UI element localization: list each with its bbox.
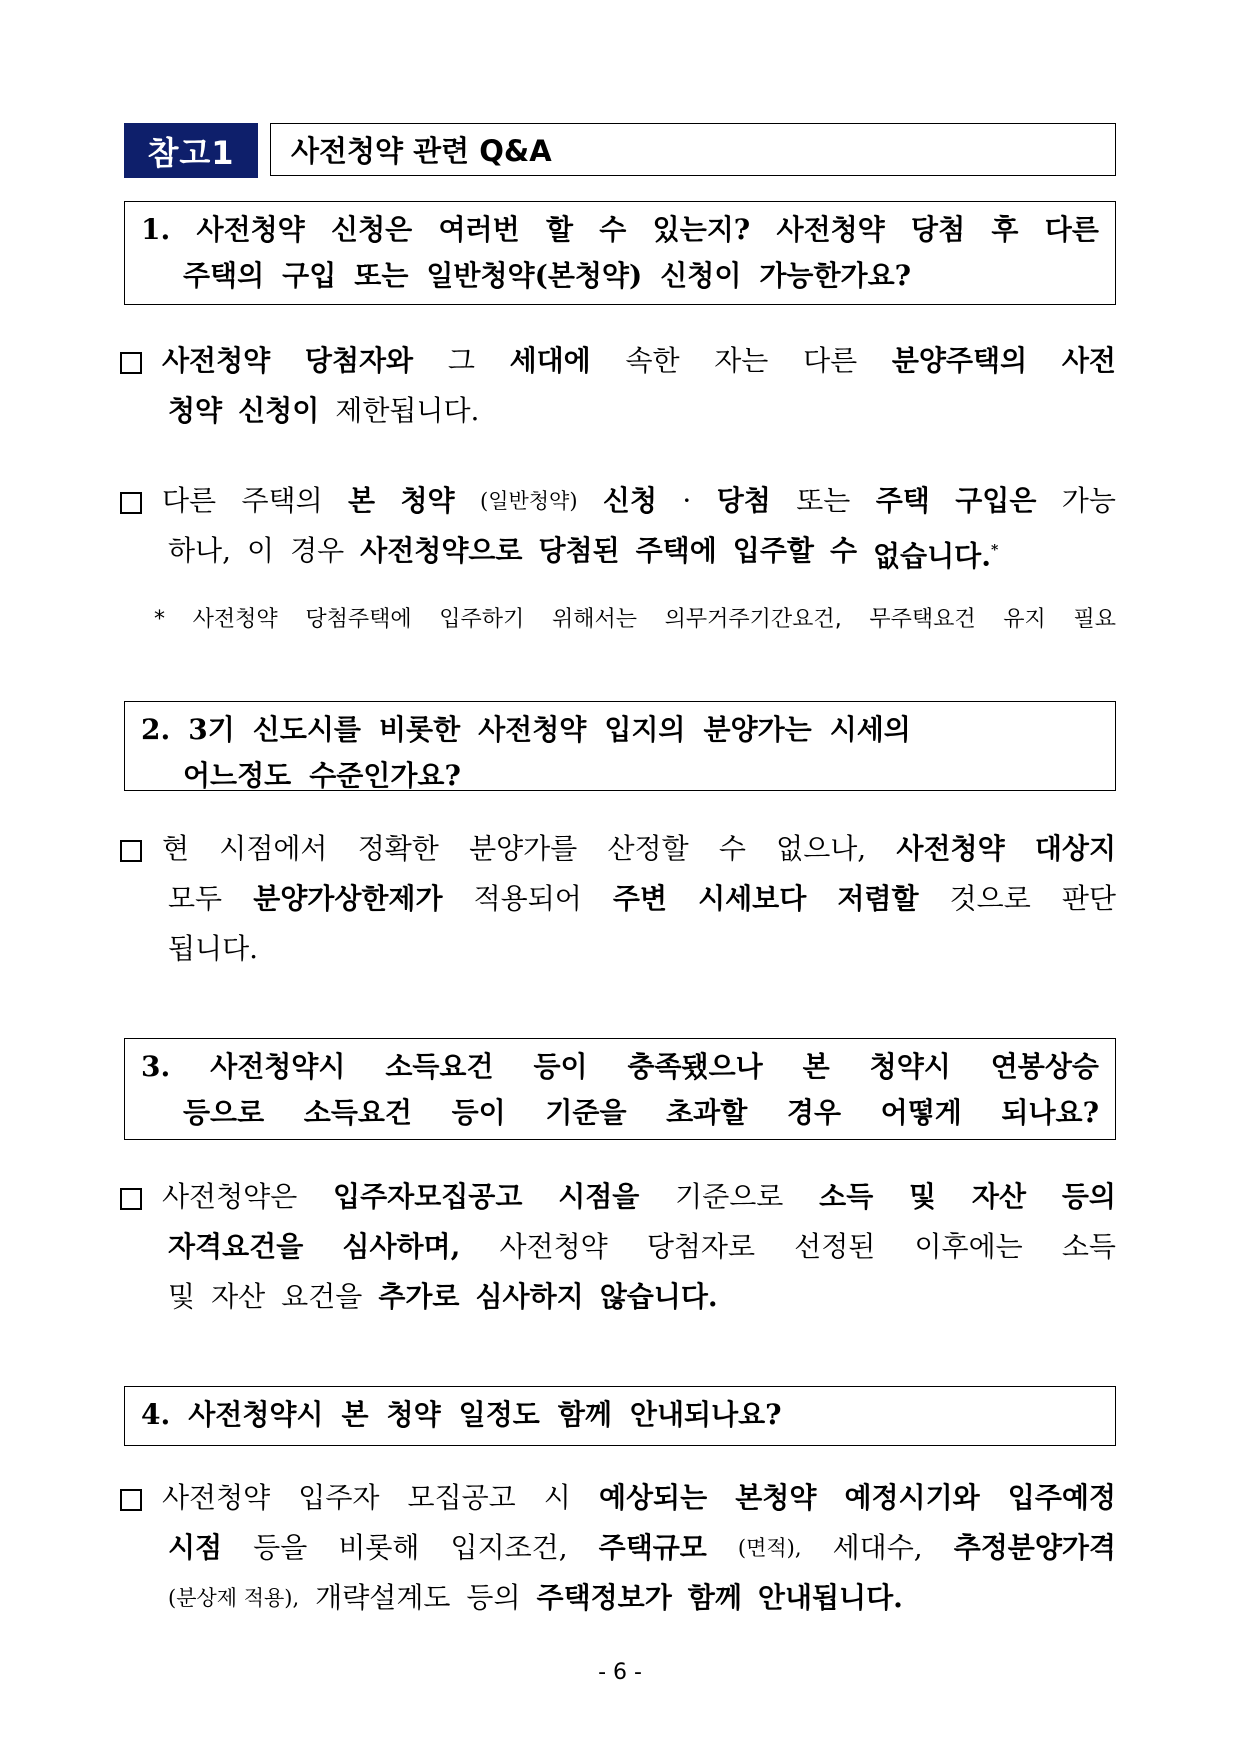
question-box-4	[124, 1386, 1116, 1446]
footnote-word: 사전청약	[192, 607, 278, 632]
answer-word: 비롯해	[338, 1531, 420, 1564]
checkbox-bullet-group	[120, 476, 216, 526]
answer-line	[120, 476, 1116, 526]
question-word: 수준인가요?	[309, 759, 461, 792]
answer-word: 심사하지	[475, 1280, 584, 1313]
answer-word: 판단	[1061, 882, 1116, 915]
answer-word: 및	[909, 1180, 937, 1213]
question-word: 구입	[282, 259, 337, 292]
answer-word: 당첨	[716, 484, 771, 517]
footnote-word: 위해서는	[551, 607, 637, 632]
answer-word: 본	[348, 484, 376, 517]
answer-word: 당첨된	[538, 534, 620, 567]
question-word: 되나요?	[1001, 1096, 1099, 1129]
answer-word: 또는	[796, 484, 851, 517]
answer-word: 가능	[1061, 484, 1116, 517]
answer-1-1	[120, 336, 1116, 436]
answer-word: 선정된	[794, 1230, 876, 1263]
answer-word: 주택규모	[598, 1531, 707, 1564]
question-word: 등으로	[183, 1096, 265, 1129]
answer-word: 등의	[1061, 1180, 1116, 1213]
answer-word: 다른	[162, 484, 217, 517]
answer-word: 현	[162, 832, 190, 865]
question-word: 초과할	[666, 1096, 748, 1129]
answer-word: 않습니다.	[599, 1280, 718, 1313]
answer-word: 자산	[211, 1280, 266, 1313]
answer-word: 자격요건을	[168, 1230, 304, 1263]
question-word: 신청은	[331, 213, 413, 246]
checkbox-bullet-icon	[120, 840, 142, 862]
answer-word: 예정시기와	[844, 1481, 980, 1514]
question-word: 어느정도	[183, 759, 292, 792]
answer-word: 자는	[714, 344, 769, 377]
answer-word: 사전청약	[896, 832, 1005, 865]
footnote	[154, 603, 1116, 637]
reference-tag: 참고1	[124, 123, 258, 178]
answer-word: 소득	[819, 1180, 874, 1213]
answer-word: 입지조건,	[450, 1531, 568, 1564]
answer-word: 수	[829, 534, 857, 567]
answer-word: 신청이	[238, 394, 320, 427]
answer-word: 그	[447, 344, 475, 377]
question-word: 함께	[557, 1398, 612, 1431]
answer-word: 것으로	[949, 882, 1031, 915]
page-number: - 6 -	[598, 1660, 642, 1685]
checkbox-bullet-group	[120, 1473, 270, 1523]
answer-word: 함께	[687, 1581, 742, 1614]
checkbox-bullet-group	[120, 824, 189, 874]
answer-word: 주택의	[241, 484, 323, 517]
answer-word: 사전	[1061, 344, 1116, 377]
footnote-word: 의무거주기간요건,	[664, 607, 842, 632]
question-box-3	[124, 1038, 1116, 1140]
checkbox-bullet-icon	[120, 1489, 142, 1511]
question-word: 주택의	[183, 259, 265, 292]
answer-3-1	[120, 1172, 1116, 1322]
question-word: 사전청약	[196, 213, 305, 246]
question-word: 연봉상승	[990, 1050, 1099, 1083]
answer-line	[120, 924, 1116, 974]
answer-word: *	[990, 543, 999, 559]
answer-word: 됩니다.	[168, 932, 259, 965]
answer-word: 당첨자와	[304, 344, 414, 377]
question-word: 비롯한	[378, 713, 461, 746]
answer-word: ·	[682, 484, 692, 517]
answer-word: 입주자모집공고	[333, 1180, 523, 1213]
question-word: 1.	[141, 213, 171, 246]
answer-word: 자산	[971, 1180, 1027, 1213]
answer-word: 시점	[168, 1531, 223, 1564]
answer-word: 등을	[253, 1531, 308, 1564]
answer-word: 시점을	[558, 1180, 640, 1213]
answer-word: 분양가상한제가	[253, 882, 443, 915]
footnote-word: 유지	[1003, 607, 1046, 632]
answer-word: 시세보다	[698, 882, 807, 915]
question-word: 본	[802, 1050, 830, 1083]
question-word: 등이	[451, 1096, 506, 1129]
question-word: 시세의	[829, 713, 911, 746]
answer-line	[120, 824, 1116, 874]
question-box-2	[124, 701, 1116, 791]
question-word: 사전청약시	[188, 1398, 324, 1431]
answer-word: 안내됩니다.	[757, 1581, 903, 1614]
answer-word: 사전청약은	[162, 1180, 298, 1213]
answer-word: 하나,	[168, 534, 231, 567]
footnote-word: 입주하기	[439, 607, 525, 632]
question-line	[141, 1044, 1099, 1090]
answer-word: 예상되는	[598, 1481, 708, 1514]
checkbox-bullet-icon	[120, 352, 142, 374]
question-word: 사전청약시	[210, 1050, 346, 1083]
answer-word: 당첨자로	[646, 1230, 756, 1263]
answer-word: 주택에	[635, 534, 717, 567]
question-word: 여러번	[438, 213, 520, 246]
answer-word: 분양주택의	[891, 344, 1028, 377]
page-title: 사전청약 관련 Q&A	[270, 123, 1116, 176]
answer-word: 사전청약	[162, 1481, 271, 1514]
question-word: 사전청약	[478, 713, 587, 746]
question-word: 충족됐으나	[627, 1050, 763, 1083]
checkbox-bullet-icon	[120, 492, 142, 514]
answer-word: 주택정보가	[536, 1581, 672, 1614]
answer-word: 청약	[400, 484, 455, 517]
answer-word: 시점에서	[219, 832, 328, 865]
answer-4-1	[120, 1473, 1116, 1623]
answer-word: 분양가를	[469, 832, 578, 865]
checkbox-bullet-group	[120, 1172, 297, 1222]
question-word: 할	[545, 213, 573, 246]
question-word: 일반청약(본청약)	[426, 259, 643, 292]
answer-word: (면적),	[737, 1536, 802, 1560]
answer-line	[120, 526, 1116, 581]
answer-word: 시	[543, 1481, 571, 1514]
question-word: 소득요건	[385, 1050, 494, 1083]
question-word: 어떻게	[880, 1096, 962, 1129]
footnote-word: 무주택요건	[869, 607, 976, 632]
question-word: 입지의	[604, 713, 686, 746]
footnote-word: *	[154, 607, 165, 632]
answer-word: 입주예정	[1007, 1481, 1116, 1514]
question-word: 일정도	[458, 1398, 540, 1431]
answer-line	[120, 1473, 1116, 1523]
question-word: 청약	[386, 1398, 441, 1431]
question-line	[141, 207, 1099, 253]
question-word: 사전청약	[776, 213, 885, 246]
answer-word: 및	[168, 1280, 196, 1313]
answer-word: 모두	[168, 882, 223, 915]
answer-line	[120, 1222, 1116, 1272]
question-word: 또는	[354, 259, 409, 292]
answer-word: 추가로	[378, 1280, 460, 1313]
answer-line	[120, 386, 1116, 436]
answer-word: 추정분양가격	[953, 1531, 1116, 1564]
answer-line	[120, 1172, 1116, 1222]
footnote-word: 당첨주택에	[305, 607, 412, 632]
question-line	[141, 707, 1099, 753]
question-word: 수	[599, 213, 627, 246]
answer-word: 이후에는	[914, 1230, 1023, 1263]
question-word: 3.	[141, 1050, 171, 1083]
answer-word: 심사하며,	[342, 1230, 461, 1263]
answer-word: 세대수,	[832, 1531, 923, 1564]
answer-word: 이	[247, 534, 275, 567]
answer-word: 저렴할	[837, 882, 919, 915]
question-word: 신도시를	[252, 713, 361, 746]
question-line	[141, 253, 1099, 299]
answer-word: 대상지	[1034, 832, 1116, 865]
answer-word: 사전청약	[162, 344, 271, 377]
answer-word: 소득	[1061, 1230, 1116, 1263]
answer-word: (일반청약)	[480, 489, 578, 513]
checkbox-bullet-group	[120, 336, 270, 386]
answer-word: 산정할	[607, 832, 689, 865]
question-word: 경우	[786, 1096, 842, 1129]
question-word: 본	[341, 1398, 369, 1431]
answer-word: 기준으로	[675, 1180, 784, 1213]
question-word: 2.	[141, 713, 171, 746]
answer-word: 사전청약	[499, 1230, 608, 1263]
answer-word: 개략설계도	[315, 1581, 451, 1614]
answer-line	[120, 874, 1116, 924]
answer-word: 주택	[875, 484, 930, 517]
question-word: 안내되나요?	[629, 1398, 782, 1431]
answer-word: 주변	[612, 882, 667, 915]
answer-word: 청약	[168, 394, 223, 427]
question-line	[141, 1090, 1099, 1136]
question-line	[141, 753, 1099, 799]
answer-word: 다른	[803, 344, 858, 377]
answer-word: 입주할	[732, 534, 814, 567]
question-word: 4.	[141, 1398, 171, 1431]
question-word: 분양가는	[703, 713, 812, 746]
question-word: 등이	[533, 1050, 588, 1083]
question-word: 기준을	[545, 1096, 627, 1129]
answer-word: 입주자	[298, 1481, 380, 1514]
answer-word: 적용되어	[473, 882, 582, 915]
question-line	[141, 1392, 1099, 1438]
answer-word: 세대에	[509, 344, 591, 377]
question-word: 가능한가요?	[759, 259, 912, 292]
answer-word: 신청	[602, 484, 658, 517]
answer-word: (분상제 적용),	[168, 1586, 300, 1610]
answer-line	[120, 1272, 1116, 1322]
answer-word: 모집공고	[407, 1481, 516, 1514]
question-word: 소득요건	[303, 1096, 412, 1129]
answer-word: 없습니다.*	[873, 539, 999, 573]
answer-2-1	[120, 824, 1116, 974]
footnote-word: 필요	[1073, 607, 1116, 632]
answer-word: 요건을	[281, 1280, 363, 1313]
question-word: 있는지?	[652, 213, 751, 246]
question-word: 청약시	[869, 1050, 951, 1083]
answer-word: 구입은	[955, 484, 1037, 517]
question-box-1	[124, 201, 1116, 305]
question-word: 후	[991, 213, 1019, 246]
answer-word: 사전청약으로	[360, 534, 523, 567]
question-word: 다른	[1044, 213, 1099, 246]
answer-1-2	[120, 476, 1116, 581]
question-word: 3기	[188, 713, 235, 746]
answer-word: 제한됩니다.	[335, 394, 480, 427]
answer-line	[120, 1573, 1116, 1623]
answer-word: 등의	[466, 1581, 521, 1614]
checkbox-bullet-icon	[120, 1188, 142, 1210]
answer-word: 수	[718, 832, 746, 865]
question-word: 신청이	[660, 259, 742, 292]
answer-line	[120, 1523, 1116, 1573]
answer-word: 정확한	[357, 832, 439, 865]
answer-word: 경우	[290, 534, 345, 567]
question-word: 당첨	[911, 213, 966, 246]
answer-line	[120, 336, 1116, 386]
answer-word: 없으나,	[776, 832, 867, 865]
answer-word: 본청약	[735, 1481, 817, 1514]
answer-word: 속한	[625, 344, 680, 377]
